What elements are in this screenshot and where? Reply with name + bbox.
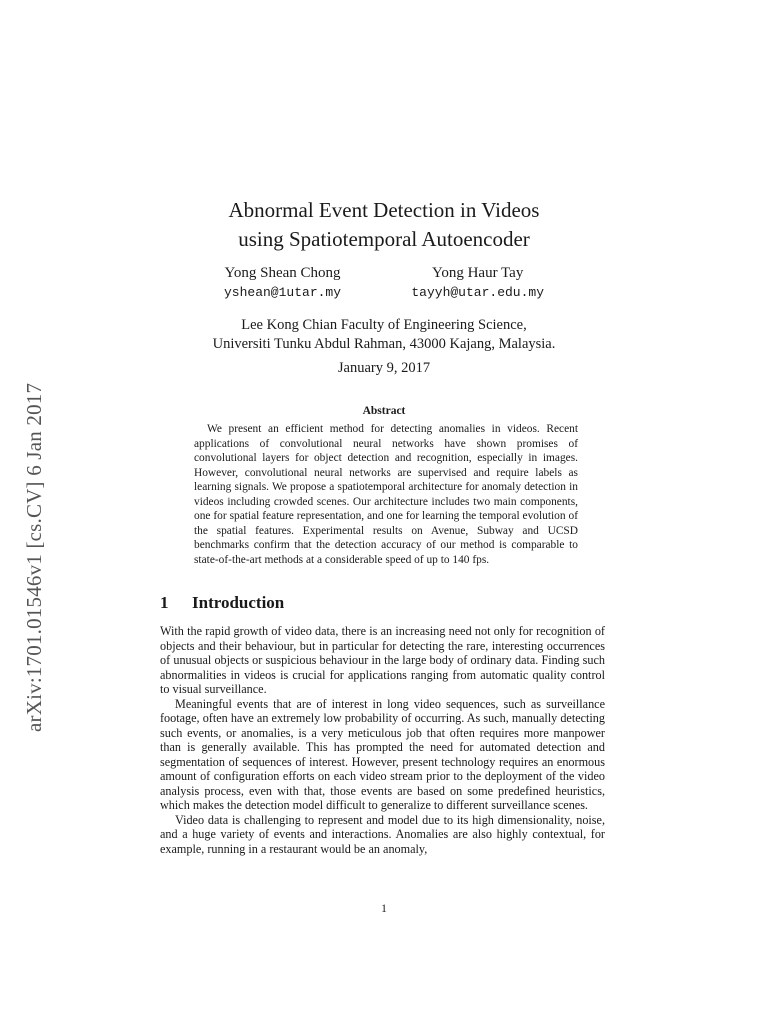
affiliation-line-2: Universiti Tunku Abdul Rahman, 43000 Kajang, Malaysia. — [212, 336, 556, 352]
section-number: 1 — [160, 593, 169, 612]
page-number: 1 — [381, 903, 387, 915]
abstract-heading: Abstract — [362, 405, 406, 417]
section-title: Introduction — [192, 593, 285, 612]
author-name: Yong Shean Chong — [224, 265, 341, 281]
section-body — [160, 624, 605, 856]
arxiv-identifier: arXiv:1701.01546v1 [cs.CV] 6 Jan 2017 — [22, 382, 46, 732]
body-paragraph-1: With the rapid growth of video data, there is an increasing need not only for recognition of objects and their behaviour, but in particular for detecting the rare, interesting occurrences of unusual objects or suspicious behaviour in the large body of ordinary data. Finding such abnormalities in videos is crucial for applications ranging from automatic quality control to visual surveillance. — [160, 624, 605, 696]
author-email: tayyh@utar.edu.my — [411, 285, 544, 300]
author-email: yshean@1utar.my — [224, 285, 342, 300]
affiliation-line-1: Lee Kong Chian Faculty of Engineering Science, — [241, 317, 527, 333]
paper-title-line-1: Abnormal Event Detection in Videos — [228, 198, 540, 222]
abstract-paragraph: We present an efficient method for detecting anomalies in videos. Recent applications of convolutional neural networks have shown promises of convolutional layers for object detection and recognition, especially in images. However, convolutional neural networks are supervised and require labels as learning signals. We propose a spatiotemporal architecture for anomaly detection in videos including crowded scenes. Our architecture includes two main components, one for spatial feature representation, and one for learning the temporal evolution of the spatial features. Experimental results on Avenue, Subway and UCSD benchmarks confirm that the detection accuracy of our method is comparable to state-of-the-art methods at a considerable speed of up to 140 fps. — [194, 423, 578, 566]
abstract-text — [194, 422, 578, 567]
body-paragraph-2: Meaningful events that are of interest in long video sequences, such as surveillance footage, often have an extremely low probability of occurring. As such, manually detecting such events, or anomalies, is a very meticulous job that often requires more manpower than is generally available. This has prompted the need for automated detection and segmentation of sequences of interest. However, present technology requires an enormous amount of configuration efforts on each video stream prior to the deployment of the video analysis process, even with that, those events are based on some predefined heuristics, which makes the detection model difficult to generalize to different surveillance scenes. — [160, 696, 605, 812]
author-list — [224, 263, 544, 303]
publication-date: January 9, 2017 — [337, 360, 431, 376]
author-name: Yong Haur Tay — [432, 265, 524, 281]
author-1 — [224, 263, 341, 303]
section-heading — [160, 593, 284, 613]
author-2 — [411, 263, 544, 303]
affiliation — [0, 316, 768, 354]
paper-title-line-2: using Spatiotemporal Autoencoder — [238, 227, 530, 251]
paper-title — [0, 196, 768, 254]
body-paragraph-3: Video data is challenging to represent and model due to its high dimensionality, noise, and a huge variety of events and interactions. Anomalies are also highly contextual, for example, running in a restaurant would be an anomaly, — [160, 812, 605, 856]
